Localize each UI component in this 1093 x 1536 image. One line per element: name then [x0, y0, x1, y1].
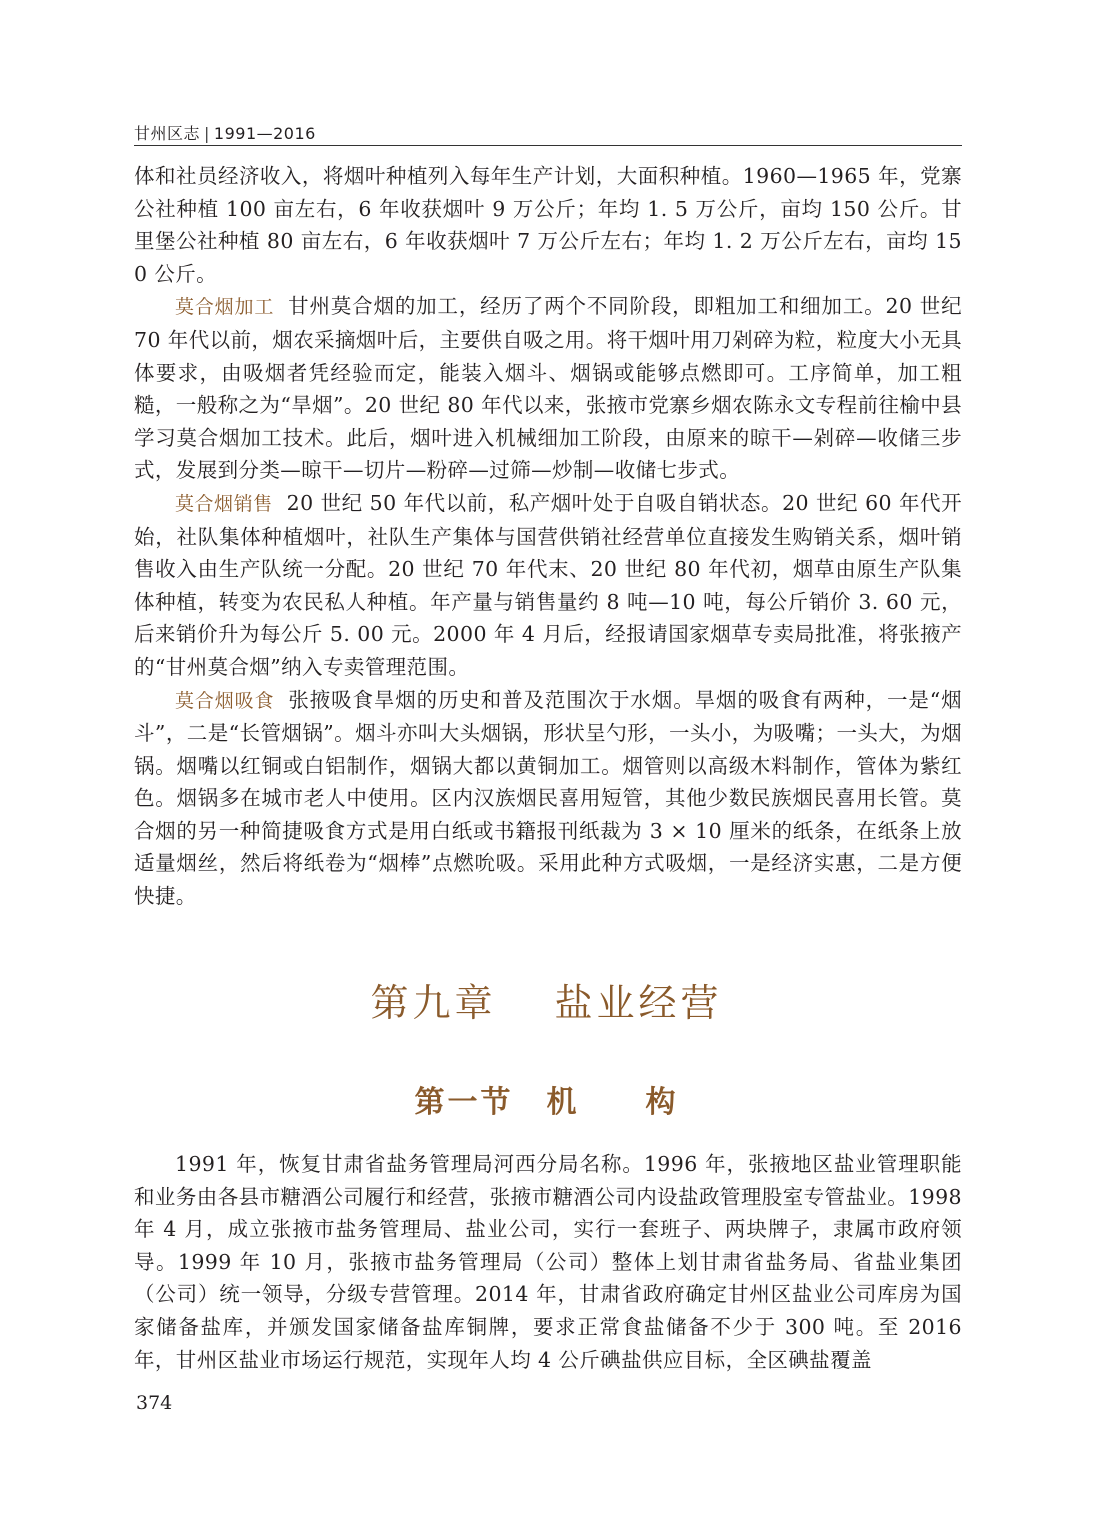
running-header	[134, 121, 316, 144]
header-years: 1991—2016	[213, 124, 316, 143]
header-rule	[134, 145, 962, 146]
body-text	[134, 160, 962, 913]
paragraph-sales-text: 20 世纪 50 年代以前，私产烟叶处于自吸自销状态。20 世纪 60 年代开始，社队集体种植烟叶，社队生产集体与国营供销社经营单位直接发生购销关系，烟叶销售收入由生产队统一分配。20 世纪 70 年代末、20 世纪 80 年代初，烟草由原生产队集体种植，转变为农民私人种植。年产量与销售量约 8 吨—10 吨，每公斤销价 3. 60 元，后来销价升为每公斤 5. 00 元。2000 年 4 月后，经报请国家烟草专卖局批准，将张掖产的“甘州莫合烟”纳入专卖管理范围。	[134, 490, 962, 679]
page-number: 374	[136, 1392, 173, 1414]
book-title: 甘州区志	[134, 124, 201, 143]
term-smoking: 莫合烟吸食	[175, 689, 275, 712]
paragraph-salt-institution: 1991 年，恢复甘肃省盐务管理局河西分局名称。1996 年，张掖地区盐业管理职能和业务由各县市糖酒公司履行和经营，张掖市糖酒公司内设盐政管理股室专管盐业。1998 年 4 月，成立张掖市盐务管理局、盐业公司，实行一套班子、两块牌子，隶属市政府领导。1999 年 10 月，张掖市盐务管理局（公司）整体上划甘肃省盐务局、省盐业集团（公司）统一领导，分级专营管理。2014 年，甘肃省政府确定甘州区盐业公司库房为国家储备盐库，并颁发国家储备盐库铜牌，要求正常食盐储备不少于 300 吨。至 2016 年，甘州区盐业市场运行规范，实现年人均 4 公斤碘盐供应目标，全区碘盐覆盖	[134, 1152, 962, 1372]
paragraph-processing-text: 甘州莫合烟的加工，经历了两个不同阶段，即粗加工和细加工。20 世纪 70 年代以前，烟农采摘烟叶后，主要供自吸之用。将干烟叶用刀剁碎为粒，粒度大小无具体要求，由吸烟者凭经验而定，能装入烟斗、烟锅或能够点燃即可。工序简单，加工粗糙，一般称之为“旱烟”。20 世纪 80 年代以来，张掖市党寨乡烟农陈永文专程前往榆中县学习莫合烟加工技术。此后，烟叶进入机械细加工阶段，由原来的晾干—剁碎—收储三步式，发展到分类—晾干—切片—粉碎—过筛—炒制—收储七步式。	[134, 294, 962, 483]
term-processing: 莫合烟加工	[175, 296, 275, 319]
section-body	[134, 1148, 962, 1376]
paragraph-smoking	[134, 684, 962, 913]
section-title: 第一节 机 构	[414, 1085, 679, 1120]
header-separator: |	[204, 124, 210, 143]
term-sales: 莫合烟销售	[175, 492, 273, 515]
paragraph-continuation: 体和社员经济收入，将烟叶种植列入每年生产计划，大面积种植。1960—1965 年，党寨公社种植 100 亩左右，6 年收获烟叶 9 万公斤；年均 1. 5 万公斤，亩均 150 公斤。甘里堡公社种植 80 亩左右，6 年收获烟叶 7 万公斤左右；年均 1. 2 万公斤左右，亩均 150 公斤。	[134, 164, 962, 286]
paragraph-sales	[134, 487, 962, 684]
paragraph-smoking-text: 张掖吸食旱烟的历史和普及范围次于水烟。旱烟的吸食有两种，一是“烟斗”，二是“长管烟锅”。烟斗亦叫大头烟锅，形状呈勺形，一头小，为吸嘴；一头大，为烟锅。烟嘴以红铜或白铝制作，烟锅大都以黄铜加工。烟管则以高级木料制作，管体为紫红色。烟锅多在城市老人中使用。区内汉族烟民喜用短管，其他少数民族烟民喜用长管。莫合烟的另一种简捷吸食方式是用白纸或书籍报刊纸裁为 3 × 10 厘米的纸条，在纸条上放适量烟丝，然后将纸卷为“烟棒”点燃吮吸。采用此种方式吸烟，一是经济实惠，二是方便快捷。	[134, 687, 962, 909]
chapter-title: 第九章 盐业经营	[370, 981, 723, 1025]
paragraph-processing	[134, 290, 962, 487]
